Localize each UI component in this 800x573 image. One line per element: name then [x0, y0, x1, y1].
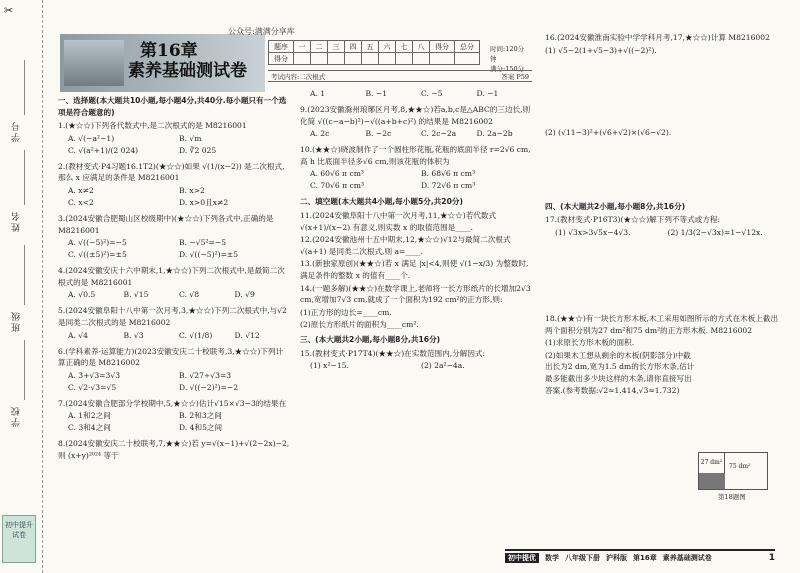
question-8: 8.(2024安徽安庆二十校联考,7,★★☆)若 y=√(x−1)+√(2−2x)−2,则 (x+y)²⁰²⁴ 等于 [58, 439, 290, 460]
chapter-label: 第16章 [140, 41, 198, 61]
scope-bar [268, 70, 532, 82]
option: C. 3和4之间 [68, 423, 111, 433]
footer-title: 素养基础测试卷 [662, 553, 712, 562]
question-18-part-2: (2)如果木工想从剩余的木板(阴影部分)中截出长为2 dm,宽为1.5 dm的长方形木条,估计最多能截出多少块这样的木条,请你直接写出答案.(参考数据:√2≈1.414,√3≈1.732) [545, 350, 695, 395]
question-1: 1.(★☆☆)下列各代数式中,是二次根式的是 M8216001 [58, 121, 247, 131]
options [68, 370, 290, 394]
figure-caption: 第18题图 [718, 493, 746, 501]
student-number-label: 学号 [12, 120, 22, 142]
score-input[interactable] [362, 53, 379, 65]
score-input[interactable] [328, 53, 345, 65]
question-5: 5.(2024安徽阜阳十八中第一次月考,3,★☆☆)下列二次根式中,与√2是同类二次根式的是 M8216002 [58, 306, 287, 327]
option: D. −1 [476, 89, 499, 98]
section-heading: 三、(本大题共2小题,每小题8分,共16分) [300, 334, 441, 344]
option: A. 1 [310, 89, 326, 98]
score-cell: 得分 [269, 53, 294, 65]
question-14: 14.(一题多解)(★★☆)在数学课上,老师将一长方形纸片的长增加2√3 cm,宽增加7√3 cm,就成了一个面积为192 cm²的正方形,则: [300, 283, 531, 305]
option: D. √9 [234, 290, 255, 300]
option: A. √4 [68, 330, 88, 340]
question-6: 6.(学科素养·运算能力)(2023安徽安庆二十校联考,3,★☆☆)下列计算正确的是 M8216002 [58, 346, 284, 368]
footer-subject: 数学 [545, 553, 559, 562]
question-10: 10.(★★☆)晓波制作了一个圆柱形花瓶,花瓶的底面半径 r=2√6 cm,高 h 比底面半径多√6 cm,则该花瓶的体积为 [300, 145, 531, 166]
option: A. 1和2之间 [68, 411, 111, 421]
score-input[interactable] [311, 53, 328, 65]
options [68, 330, 290, 342]
test-title: 素养基础测试卷 [128, 61, 247, 81]
test-header [60, 27, 530, 96]
fill-line [24, 60, 25, 115]
question-16-part-2: (2) (√11−3)²+(√6+√2)×(√6−√2). [545, 128, 672, 138]
options [68, 133, 290, 157]
square-27-label: 27 dm² [700, 459, 723, 466]
option: A. √(−a²−1) [68, 133, 115, 143]
option: A. √((−5)²)=−5 [68, 238, 127, 248]
score-input[interactable] [413, 53, 430, 65]
footer-logo: 初中提优 [505, 553, 539, 563]
option: C. √8 [179, 290, 200, 300]
question-15-part-1: (1) x²−15. [310, 361, 349, 371]
binding-strip [0, 0, 43, 573]
column-2 [300, 89, 532, 376]
option: B. x>2 [179, 185, 205, 195]
score-cell: 总分 [455, 41, 480, 53]
score-input[interactable] [294, 53, 311, 65]
scissors-icon: ✂ [4, 4, 14, 17]
score-table [268, 40, 480, 65]
page-footer [505, 549, 775, 564]
options [68, 185, 290, 209]
question-16: 16.(2024安徽淮南实验中学学科月考,17,★☆☆)计算 M8216002 [545, 33, 770, 42]
question-16-part-1: (1) √5−2(1+√5−3)+√((−2)²). [545, 45, 657, 55]
option: A. √0.5 [68, 290, 96, 300]
question-9: 9.(2023安徽滁州琅琊区月考,8,★★☆)若a,b,c是△ABC的三边长,则化简 √((c−a−b)²)−√((a+b+c)²) 的结果是 M8216002 [300, 105, 531, 126]
score-cell: 七 [396, 41, 413, 53]
option: C. √(a²+1)/(2 024) [68, 145, 139, 155]
banner-image [64, 40, 124, 86]
question-14-part-1: (1)正方形的边长=____cm. [300, 307, 392, 317]
option: C. −5 [421, 89, 443, 98]
column-3 [545, 32, 780, 397]
answer-space [545, 243, 780, 313]
option: B. √m [179, 133, 202, 143]
option: B. −√5²=−5 [179, 238, 227, 248]
name-label: 姓名 [12, 210, 22, 232]
question-17-part-2: (2) 1/3(2−√3x)=1−√12x. [667, 227, 763, 237]
fill-line [24, 150, 25, 205]
full-score: 满分:150分 [490, 65, 525, 73]
option: D. 2a−2b [476, 129, 513, 139]
footer-edition: 沪科版 [606, 553, 627, 562]
option: D. x>0且x≠2 [179, 197, 229, 207]
square-27 [699, 453, 725, 489]
score-cell: 得分 [430, 41, 455, 53]
question-15-part-2: (2) 2a²−4a. [421, 361, 465, 371]
option: D. 72√6 π cm³ [421, 181, 476, 191]
question-11: 11.(2024安徽阜阳十八中第一次月考,11,★☆☆)若代数式 √(x+1)/(x−2) 有意义,则实数 x 的取值范围是____. [300, 210, 497, 232]
option: C. x<2 [68, 197, 94, 207]
section-heading: 一、选择题(本大题共10小题,每小题4分,共40分.每小题只有一个选项是符合题意的) [58, 96, 287, 117]
page-number: 1 [768, 552, 775, 563]
score-input[interactable] [455, 53, 480, 65]
question-12: 12.(2024安徽池州十五中期末,12,★☆☆)√12与最简二次根式 √(a+1) 是同类二次根式,则 a=____. [300, 235, 511, 256]
option: B. √27÷√3=3 [179, 370, 232, 380]
question-18-part-1: (1)求原长方形木板的面积. [545, 338, 635, 348]
school-label: 学校 [12, 405, 22, 427]
option: A. 2c [310, 129, 330, 139]
score-cell: 二 [311, 41, 328, 53]
option: D. ∛2 025 [179, 145, 217, 155]
option: A. 3+√3=3√3 [68, 370, 121, 380]
options [310, 88, 532, 100]
option: B. 2和3之间 [179, 411, 222, 421]
section-heading: 四、(本大题共2小题,每小题8分,共16分) [545, 201, 686, 211]
option: B. −2c [365, 129, 392, 139]
question-13: 13.(新独家原创)(★★☆)若 x 满足 |x|<4,则使 √(1−x/3) 为整数时,满足条件的整数 x 的值有____个. [300, 259, 529, 280]
question-17-part-1: (1) √3x>3√5x−4√3. [555, 227, 631, 237]
sub-questions [555, 227, 780, 239]
option: C. √(1/8) [179, 330, 213, 340]
options [310, 168, 532, 192]
option: C. √2·√3=√5 [68, 382, 117, 392]
option: B. √15 [123, 290, 149, 300]
options [310, 128, 532, 140]
question-2: 2.(教材变式·P4习题16.1T2)(★☆☆)如果 √(1/(x−2)) 是二次根式,那么 x 应满足的条件是 M8216001 [58, 161, 285, 183]
option: B. √3 [123, 330, 144, 340]
score-input[interactable] [396, 53, 413, 65]
score-cell: 五 [362, 41, 379, 53]
options [68, 410, 290, 434]
question-14-part-2: (2)原长方形纸片的面积为____cm². [300, 320, 419, 330]
section-heading: 二、填空题(本大题共4小题,每小题5分,共20分) [300, 197, 463, 207]
class-label: 班级 [12, 310, 22, 332]
score-input[interactable] [379, 53, 396, 65]
wechat-note: 公众号:满满分享库 [228, 27, 295, 36]
score-cell: 四 [345, 41, 362, 53]
answer-page: 答案 P59 [501, 73, 529, 81]
score-cell: 一 [294, 41, 311, 53]
option: D. √((−2)²)=−2 [179, 382, 239, 392]
option: B. 68√6 π cm³ [421, 169, 476, 179]
question-4: 4.(2024安徽安庆十六中期末,1,★☆☆)下列二次根式中,是最简二次根式的是 M8216001 [58, 266, 285, 287]
shaded-region [699, 473, 725, 489]
square-75-label: 75 dm² [729, 463, 751, 470]
brand-badge: 初中提升试卷 [2, 515, 36, 563]
score-input[interactable] [430, 53, 455, 65]
score-cell: 八 [413, 41, 430, 53]
exam-scope: 考试内容:二次根式 [271, 73, 326, 81]
question-3: 3.(2024安徽合肥蜀山区校级期中)(★☆☆)下列各式中,正确的是 M8216001 [58, 213, 274, 235]
option: A. x≠2 [68, 185, 94, 195]
fill-line [24, 245, 25, 305]
option: D. √12 [234, 330, 260, 340]
option: C. 70√6 π cm³ [310, 181, 365, 191]
footer-chapter: 第16章 [633, 553, 657, 562]
score-cell: 题序 [269, 41, 294, 53]
options [68, 289, 290, 301]
fill-line [24, 340, 25, 400]
answer-space [545, 57, 780, 127]
question-18: 18.(★★☆)有一块长方形木板,木工采用如图所示的方式在木板上截出两个面积分别为27 dm²和75 dm²的正方形木板. M8216002 [545, 313, 779, 335]
footer-grade: 八年级下册 [565, 553, 600, 562]
option: D. √((−5)²)=±5 [179, 250, 239, 260]
options [68, 237, 290, 261]
question-7: 7.(2024安徽合肥部分学校期中,5,★☆☆)估计√15×√3−3的结果在 [58, 398, 287, 408]
option: D. 4和5之间 [179, 423, 223, 433]
option: B. −1 [365, 89, 388, 98]
question-17: 17.(教材变式·P16T3)(★☆☆)解下列不等式或方程: [545, 215, 721, 225]
option: A. 60√6 π cm³ [310, 169, 364, 179]
option: C. 2c−2a [421, 129, 457, 139]
answer-space [545, 140, 780, 198]
option: C. √((±5)²)=±5 [68, 250, 127, 260]
sub-questions [310, 360, 532, 372]
score-input[interactable] [345, 53, 362, 65]
figure-18 [698, 452, 768, 490]
column-1 [58, 92, 290, 463]
score-cell: 三 [328, 41, 345, 53]
title-banner [60, 34, 265, 92]
time-limit: 时间:120分钟 [490, 45, 525, 63]
question-15: 15.(教材变式·P17T4)(★★☆)在实数范围内,分解因式: [300, 348, 486, 358]
score-cell: 六 [379, 41, 396, 53]
